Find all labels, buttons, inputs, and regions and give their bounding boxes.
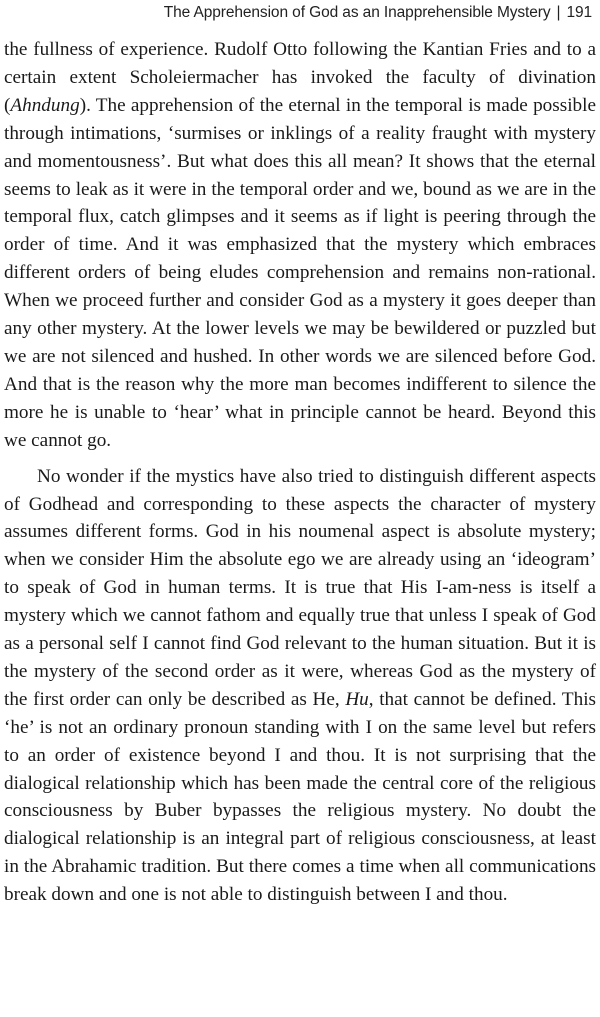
paragraph-1-text-a: the fullness of experience. Rudolf Otto following the Kantian Fries and to a certain extent Scholeiermacher has invoked the faculty of divination (: [4, 39, 596, 116]
header-separator: |: [556, 4, 561, 21]
page-number: 191: [566, 4, 592, 21]
italic-term-ahndung: Ahndung: [10, 94, 80, 116]
chapter-title: The Apprehension of God as an Inapprehensible Mystery: [163, 4, 551, 21]
paragraph-1: [4, 36, 596, 455]
paragraph-2-text-a: No wonder if the mystics have also tried to distinguish different aspects of Godhead and corresponding to these aspects the character of mystery assumes different forms. God in his noumenal aspect is absolute mystery; when we consider Him the absolute ego we are already using an ‘ideogram’ to speak of God in human terms. It is true that His I-am-ness is itself a mystery which we cannot fathom and equally true that unless I speak of God as a personal self I cannot find God relevant to the human situation. But it is the mystery of the second order as it were, whereas God as the mystery of the first order can only be described as He,: [4, 465, 596, 710]
body-text: [4, 36, 596, 909]
paragraph-2: [4, 463, 596, 910]
running-header: [0, 4, 592, 22]
paragraph-1-text-b: ). The apprehension of the eternal in the temporal is made possible through intimations, ‘surmises or inklings of a reality fraught with mystery and momentousness’. But what does this all mean? It shows that the eternal seems to leak as it were in the temporal order and we, bound as we are in the temporal flux, catch glimpses and it seems as if light is peering through the order of time. And it was emphasized that the mystery which embraces different orders of being eludes comprehension and remains non-rational. When we proceed further and consider God as a mystery it goes deeper than any other mystery. At the lower levels we may be bewildered or puzzled but we are not silenced and hushed. In other words we are silenced before God. And that is the reason why the more man becomes indifferent to silence the more he is unable to ‘hear’ what in principle cannot be heard. Beyond this we cannot go.: [4, 94, 596, 451]
paragraph-2-text-b: , that cannot be defined. This ‘he’ is not an ordinary pronoun standing with I on the same level but refers to an order of existence beyond I and thou. It is not surprising that the dialogical relationship which has been made the central core of the religious consciousness by Buber bypasses the religious mystery. No doubt the dialogical relationship is an integral part of religious consciousness, at least in the Abrahamic tradition. But there comes a time when all communications break down and one is not able to distinguish between I and thou.: [4, 688, 596, 906]
italic-term-hu: Hu: [345, 688, 369, 710]
